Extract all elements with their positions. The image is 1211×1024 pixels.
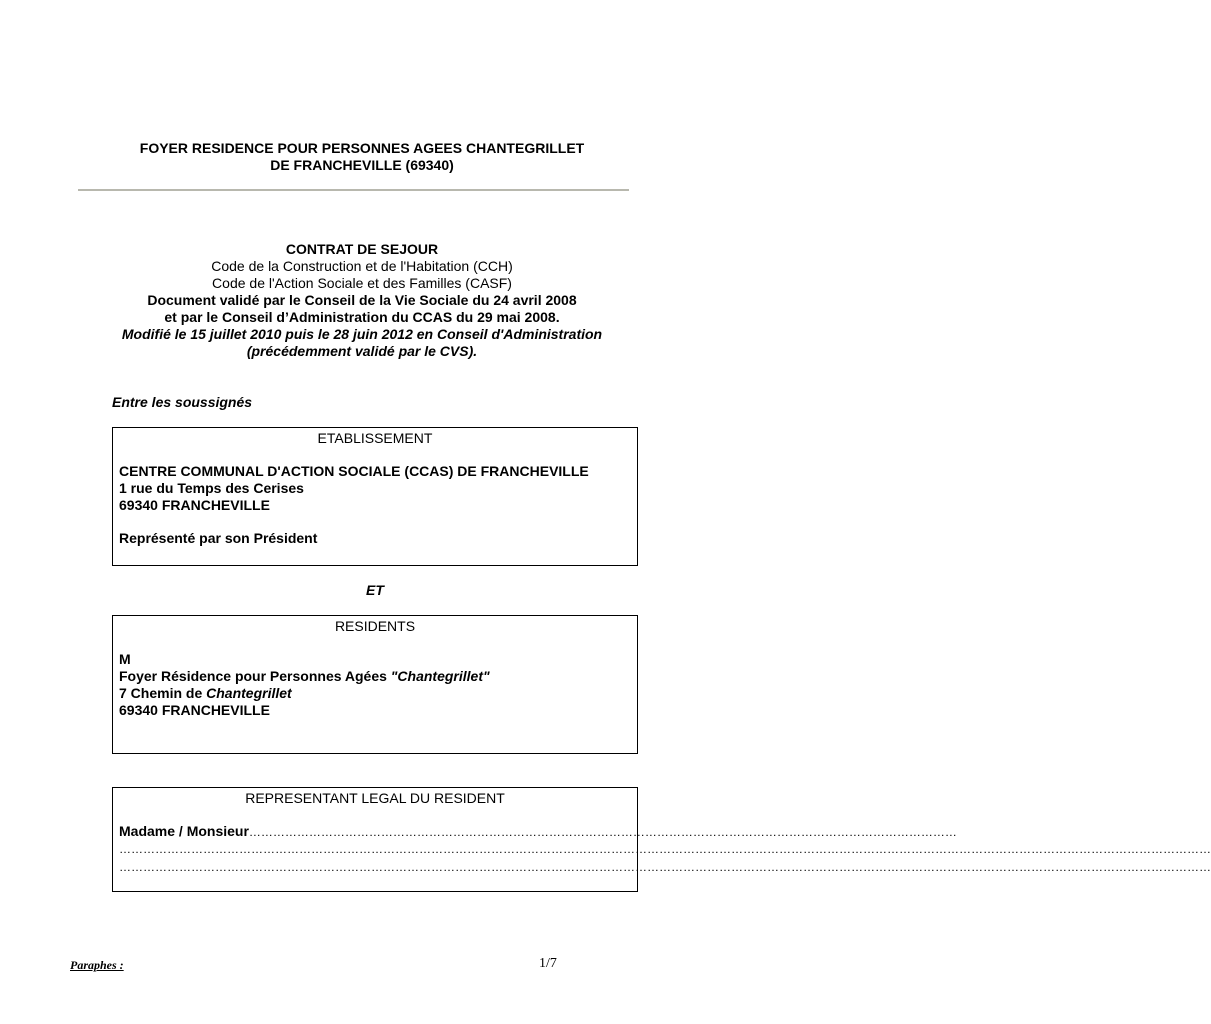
resident-foyer-prefix: Foyer Résidence pour Personnes Agées [119,668,391,684]
legal-rep-dots3: ………………………………………………………………………………………………………………………………………………………………………………………………………………………………………………… [119,860,1211,874]
header-divider [78,189,629,191]
resident-foyer [119,668,490,685]
contract-modified: Modifié le 15 juillet 2010 puis le 28 juin 2012 en Conseil d'Administration [121,326,603,342]
resident-city: 69340 FRANCHEVILLE [119,702,270,718]
legal-rep-line1 [119,823,957,841]
and-label: ET [366,582,384,598]
resident-foyer-name: "Chantegrillet" [390,668,490,684]
legal-rep-heading: REPRESENTANT LEGAL DU RESIDENT [245,790,505,806]
contract-validated-cvs: Document validé par le Conseil de la Vie Sociale du 24 avril 2008 [147,292,577,308]
resident-street [119,685,292,702]
contract-previously: (précédemment validé par le CVS). [246,343,478,359]
legal-rep-dots2: ………………………………………………………………………………………………………………………………………………………………………………………………………………………………………………… [119,842,1211,856]
residents-heading: RESIDENTS [334,618,416,634]
between-label: Entre les soussignés [112,394,253,410]
resident-street-name: Chantegrillet [206,685,292,701]
page-number: 1/7 [539,956,557,971]
establishment-box [112,427,638,566]
resident-name: M [119,651,131,667]
establishment-name: CENTRE COMMUNAL D'ACTION SOCIALE (CCAS) DE FRANCHEVILLE [119,463,589,479]
legal-rep-box [112,787,1211,892]
contract-code-casf: Code de l'Action Sociale et des Familles (CASF) [212,275,512,291]
initials-label: Paraphes : [70,958,124,972]
legal-rep-dots1: …………………………………………………………………………………………………………………………………………………………… [248,825,957,839]
header-title-line2: DE FRANCHEVILLE (69340) [270,157,454,173]
establishment-city: 69340 FRANCHEVILLE [119,497,270,513]
establishment-heading: ETABLISSEMENT [317,430,433,446]
contract-title: CONTRAT DE SEJOUR [285,241,439,257]
contract-validated-ccas: et par le Conseil d’Administration du CCAS du 29 mai 2008. [164,309,560,325]
legal-rep-label: Madame / Monsieur [119,823,249,839]
establishment-represented: Représenté par son Président [119,530,318,546]
header-title-line1: FOYER RESIDENCE POUR PERSONNES AGEES CHANTEGRILLET [139,140,585,156]
residents-box [112,615,638,754]
resident-street-prefix: 7 Chemin de [119,685,207,701]
establishment-street: 1 rue du Temps des Cerises [119,480,304,496]
contract-code-cch: Code de la Construction et de l'Habitation (CCH) [211,258,513,274]
